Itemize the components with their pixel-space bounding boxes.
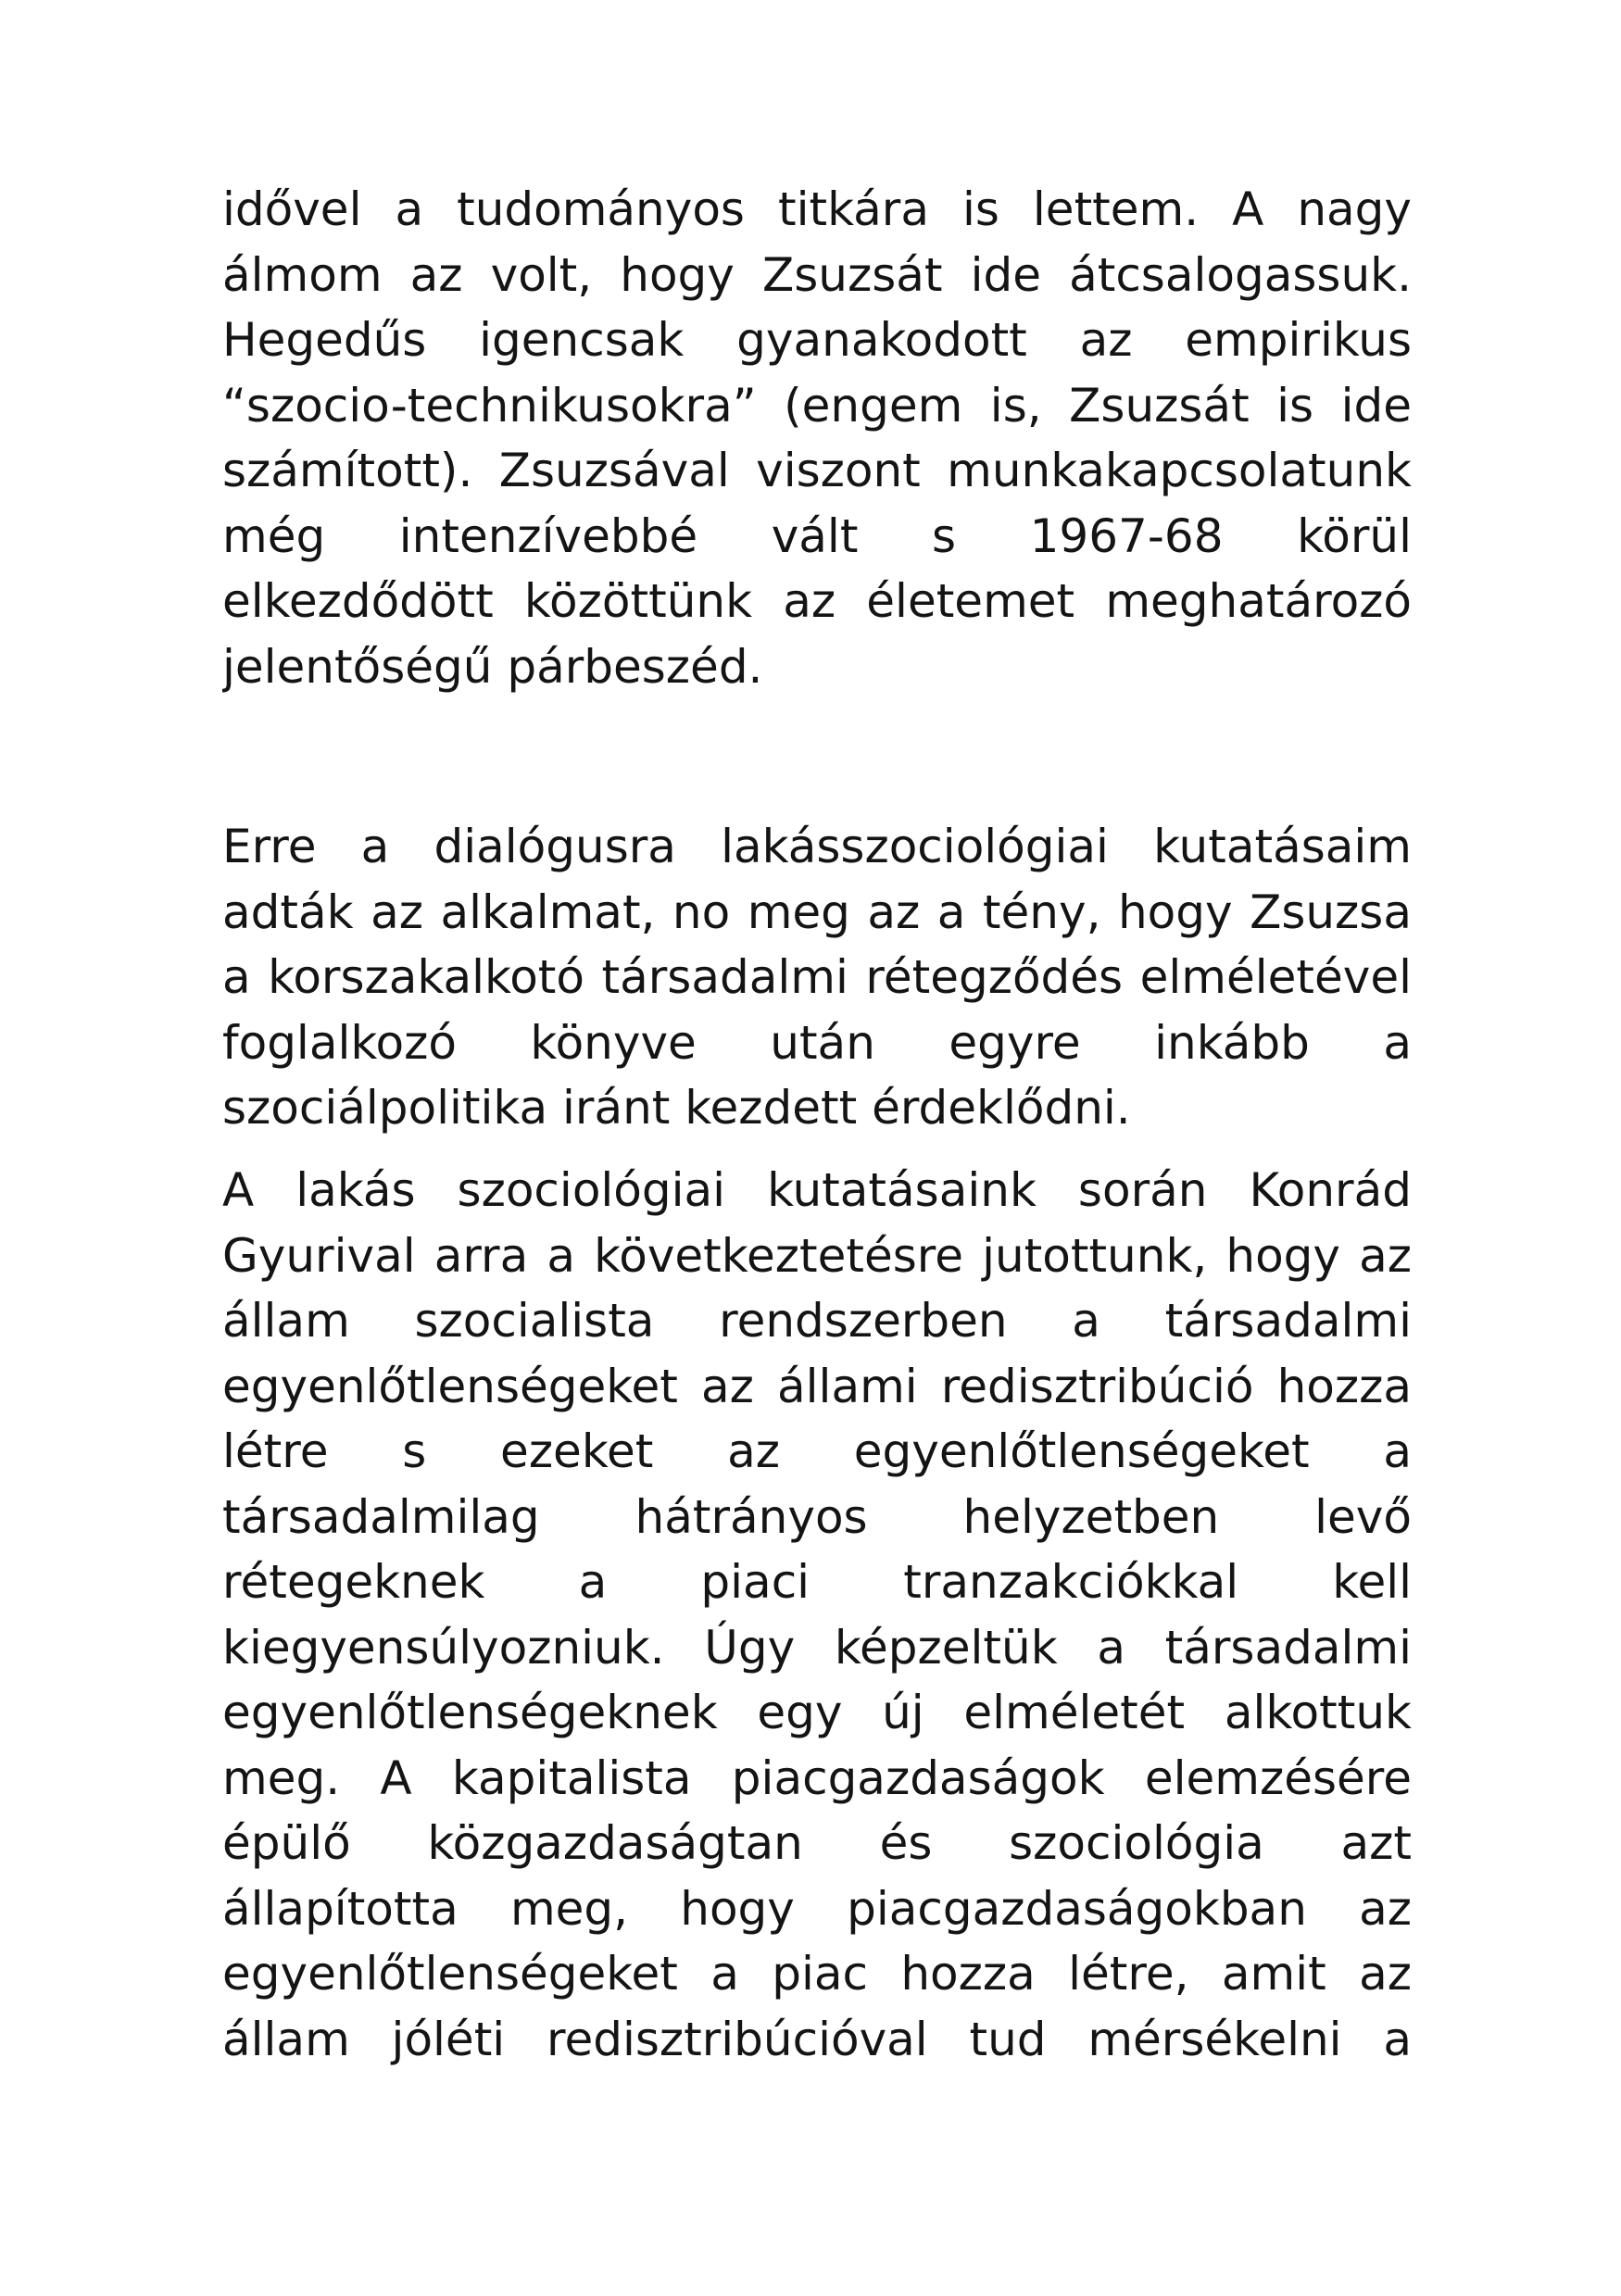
text-line: állam jóléti redisztribúcióval tud mérsékelni a <box>222 2012 1412 2066</box>
paragraph-3 <box>222 1158 1412 2072</box>
text-line: elkezdődött közöttünk az életemet meghatározó <box>222 574 1412 628</box>
text-line: számított). Zsuzsával viszont munkakapcsolatunk <box>222 444 1412 497</box>
text-line: épülő közgazdaságtan és szociológia azt <box>222 1816 1412 1870</box>
text-line: a korszakalkotó társadalmi rétegződés elméletével <box>222 950 1412 1004</box>
paragraph-1 <box>222 177 1412 699</box>
text-line: meg. A kapitalista piacgazdaságok elemzésére <box>222 1750 1412 1805</box>
text-line: még intenzívebbé vált s 1967-68 körül <box>222 508 1412 563</box>
text-line: állapította meg, hogy piacgazdaságokban az <box>222 1881 1412 1936</box>
text-line: állam szocialista rendszerben a társadalmi <box>222 1294 1412 1348</box>
text-line: A lakás szociológiai kutatásaink során Konrád <box>222 1163 1412 1217</box>
paragraph-2 <box>222 814 1412 1141</box>
text-line: jelentőségű párbeszéd. <box>222 639 763 694</box>
text-line: Hegedűs igencsak gyanakodott az empirikus <box>222 313 1412 367</box>
text-line: szociálpolitika iránt kezdett érdeklődni. <box>222 1081 1131 1135</box>
text-line: létre s ezeket az egyenlőtlenségeket a <box>222 1424 1412 1478</box>
text-line: egyenlőtlenségeket a piac hozza létre, amit az <box>222 1947 1412 2001</box>
text-line: idővel a tudományos titkára is lettem. A nagy <box>222 182 1412 236</box>
text-line: kiegyensúlyozniuk. Úgy képzeltük a társadalmi <box>222 1620 1412 1675</box>
text-line: Gyurival arra a következtetésre jutottunk, hogy az <box>222 1228 1412 1283</box>
text-line: adták az alkalmat, no meg az a tény, hogy Zsuzsa <box>222 885 1412 939</box>
text-line: álmom az volt, hogy Zsuzsát ide átcsalogassuk. <box>222 247 1412 302</box>
text-line: “szocio-technikusokra” (engem is, Zsuzsát is ide <box>222 378 1412 433</box>
text-line: egyenlőtlenségeket az állami redisztribúció hozza <box>222 1359 1412 1413</box>
text-line: foglalkozó könyve után egyre inkább a <box>222 1015 1412 1070</box>
text-line: társadalmilag hátrányos helyzetben levő <box>222 1489 1412 1544</box>
text-line: egyenlőtlenségeknek egy új elméletét alkottuk <box>222 1686 1412 1739</box>
text-line: rétegeknek a piaci tranzakciókkal kell <box>222 1555 1412 1609</box>
text-line: Erre a dialógusra lakásszociológiai kutatásaim <box>222 820 1412 873</box>
